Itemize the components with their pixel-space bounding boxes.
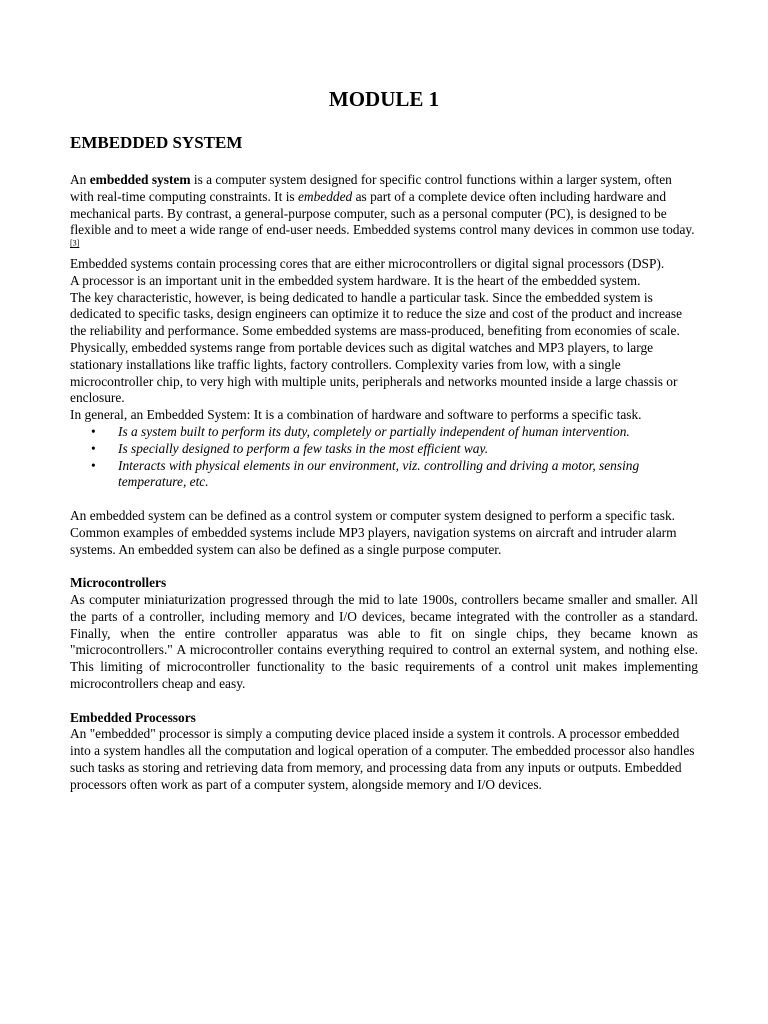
spacer xyxy=(70,491,698,508)
bullet-list xyxy=(70,424,698,491)
paragraph-in-general: In general, an Embedded System: It is a combination of hardware and software to performs a specific task. xyxy=(70,407,642,423)
bullet-dot-icon: • xyxy=(91,457,96,473)
intro-text-2: is a computer system designed for specific control functions within a larger system, often with real-time computing constraints. It is xyxy=(70,172,672,204)
list-item xyxy=(91,457,698,492)
section-title: EMBEDDED SYSTEM xyxy=(70,133,243,152)
list-item xyxy=(91,440,698,458)
embedded-processors-heading: Embedded Processors xyxy=(70,709,196,725)
paragraph-processor: A processor is an important unit in the embedded system hardware. It is the heart of the embedded system. xyxy=(70,272,641,288)
spacer xyxy=(70,693,698,710)
intro-italic-term: embedded xyxy=(297,188,353,204)
module-title: MODULE 1 xyxy=(328,87,440,111)
paragraph-key-characteristic: The key characteristic, however, is being dedicated to handle a particular task. Since the embedded system is dedicated to specific tasks, design engineers can optimize it to reduce the size and cost of the product and increase the reliability and performance. Some embedded systems are mass-produced, benefiting from economies of scale. xyxy=(70,289,683,339)
bullet-dot-icon: • xyxy=(91,423,96,439)
intro-bold-term: embedded system xyxy=(89,172,191,187)
embedded-processors-paragraph: An "embedded" processor is simply a computing device placed inside a system it controls. A processor embedded into a system handles all the computation and logical operation of a computer. The embedded processor also handles such tasks as storing and retrieving data from memory, and processing data from any inputs or outputs. Embedded processors often work as part of a computer system, alongside memory and I/O devices. xyxy=(70,726,695,792)
bullet-text: Is specially designed to perform a few tasks in the most efficient way. xyxy=(118,440,489,456)
paragraph-cores: Embedded systems contain processing cores that are either microcontrollers or digital signal processors (DSP). xyxy=(70,255,665,271)
microcontrollers-paragraph: As computer miniaturization progressed through the mid to late 1900s, controllers became smaller and smaller. All the parts of a controller, including memory and I/O devices, became integrated with the controller as a standard. Finally, when the entire controller apparatus was able to fit on single chips, they became known as "microcontrollers." A microcontroller contains everything required to control an external system, and nothing else. This limiting of microcontroller functionality to the basic requirements of a control unit makes implementing microcontrollers cheap and easy. xyxy=(70,591,698,691)
intro-paragraph xyxy=(70,172,698,256)
reference-link[interactable]: [3] xyxy=(70,238,80,248)
intro-text-1: An xyxy=(70,172,90,187)
paragraph-physically: Physically, embedded systems range from portable devices such as digital watches and MP3 players, to large stationary installations like traffic lights, factory controllers. Complexity varies from low, with a single microcontroller chip, to very high with multiple units, peripherals and networks mounted inside a large chassis or enclosure. xyxy=(70,339,678,406)
intro-text-3: as part of a complete device often including hardware and mechanical parts. By contrast, a general-purpose computer, such as a personal computer (PC), is designed to be flexible and to meet a wide range of end-user needs. Embedded systems control many devices in common use today. xyxy=(70,188,695,238)
paragraph-definition: An embedded system can be defined as a control system or computer system designed to perform a specific task. Common examples of embedded systems include MP3 players, navigation systems on aircraft and intruder alarm systems. An embedded system can also be defined as a single purpose computer. xyxy=(70,507,677,557)
bullet-text: Interacts with physical elements in our environment, viz. controlling and driving a motor, sensing temperature, etc. xyxy=(118,457,640,490)
spacer xyxy=(70,558,698,575)
bullet-dot-icon: • xyxy=(91,440,96,456)
microcontrollers-heading: Microcontrollers xyxy=(70,575,167,591)
list-item xyxy=(91,423,698,441)
bullet-text: Is a system built to perform its duty, completely or partially independent of human intervention. xyxy=(118,423,630,439)
